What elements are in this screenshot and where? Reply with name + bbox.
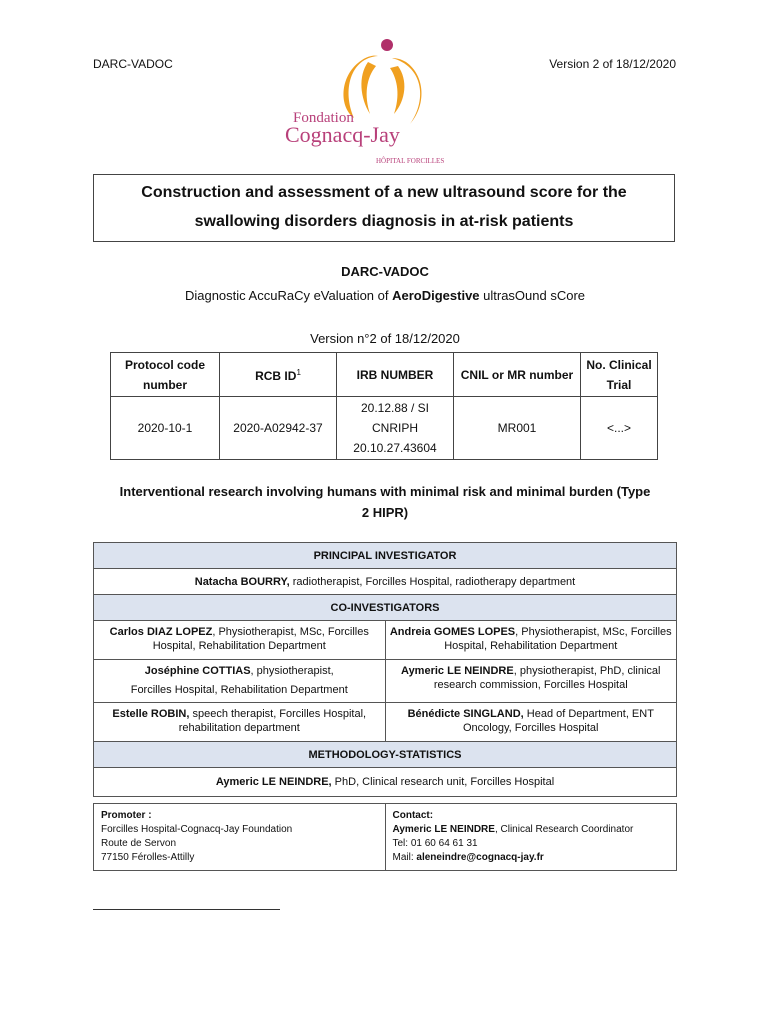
col-header-clinical-trial: No. Clinical Trial — [581, 353, 658, 397]
pi-row: Natacha BOURRY, radiotherapist, Forcilles Hospital, radiotherapy department — [94, 569, 677, 595]
promoter-contact-table — [93, 803, 677, 871]
col-header-irb: IRB NUMBER — [337, 353, 454, 397]
cell-cnil-number: MR001 — [454, 397, 581, 460]
running-header-left: DARC-VADOC — [93, 57, 173, 71]
acronym-expansion: Diagnostic AccuRaCy eValuation of AeroDigestive ultrasOund sCore — [184, 288, 586, 303]
research-type: Interventional research involving humans with minimal risk and minimal burden (Type 2 HIPR) — [119, 484, 651, 520]
pi-header: PRINCIPAL INVESTIGATOR — [94, 543, 677, 569]
svg-text:HÔPITAL FORCILLES: HÔPITAL FORCILLES — [376, 157, 445, 165]
col-header-cnil: CNIL or MR number — [454, 353, 581, 397]
version-line: Version n°2 of 18/12/2020 — [310, 331, 460, 346]
cell-irb-number: 20.12.88 / SI CNRIPH 20.10.27.43604 — [337, 397, 454, 460]
co-investigator-cell: Joséphine COTTIAS, physiotherapist, Forcilles Hospital, Rehabilitation Department — [94, 660, 386, 703]
methodology-header: METHODOLOGY-STATISTICS — [94, 742, 677, 768]
co-investigator-cell: Estelle ROBIN, speech therapist, Forcilles Hospital, rehabilitation department — [94, 703, 386, 742]
svg-text:Cognacq-Jay: Cognacq-Jay — [285, 122, 400, 147]
investigators-table — [93, 542, 677, 797]
co-investigator-cell: Andreia GOMES LOPES, Physiotherapist, MSc, Forcilles Hospital, Rehabilitation Department — [385, 621, 677, 660]
document-title: Construction and assessment of a new ultrasound score for the swallowing disorders diagnosis in at-risk patients — [93, 174, 675, 242]
acronym: DARC-VADOC — [341, 264, 429, 279]
contact-email: aleneindre@cognacq-jay.fr — [416, 852, 544, 863]
co-investigator-cell: Aymeric LE NEINDRE, physiotherapist, PhD, clinical research commission, Forcilles Hospital — [385, 660, 677, 703]
col-header-rcb: RCB $ID^1$ — [220, 353, 337, 397]
cell-protocol-code: 2020-10-1 — [111, 397, 220, 460]
foundation-logo — [280, 36, 470, 168]
co-investigators-header: CO-INVESTIGATORS — [94, 595, 677, 621]
contact-cell: Contact: Aymeric LE NEINDRE, Clinical Research Coordinator Tel: 01 60 64 61 31 Mail: aleneindre@cognacq-jay.fr — [385, 804, 677, 871]
promoter-cell: Promoter : Forcilles Hospital-Cognacq-Jay Foundation Route de Servon 77150 Férolles-Attilly — [94, 804, 386, 871]
methodology-row: Aymeric LE NEINDRE, PhD, Clinical research unit, Forcilles Hospital — [94, 768, 677, 797]
cell-clinical-trial: <...> — [581, 397, 658, 460]
co-investigator-cell: Carlos DIAZ LOPEZ, Physiotherapist, MSc, Forcilles Hospital, Rehabilitation Department — [94, 621, 386, 660]
col-header-protocol: Protocol code number — [111, 353, 220, 397]
footnote-separator — [93, 909, 280, 910]
running-header-right: Version 2 of 18/12/2020 — [549, 57, 676, 71]
svg-text:Fondation: Fondation — [293, 110, 354, 126]
co-investigator-cell: Bénédicte SINGLAND, Head of Department, ENT Oncology, Forcilles Hospital — [385, 703, 677, 742]
protocol-table — [110, 352, 658, 460]
cell-rcb-id: 2020-A02942-37 — [220, 397, 337, 460]
